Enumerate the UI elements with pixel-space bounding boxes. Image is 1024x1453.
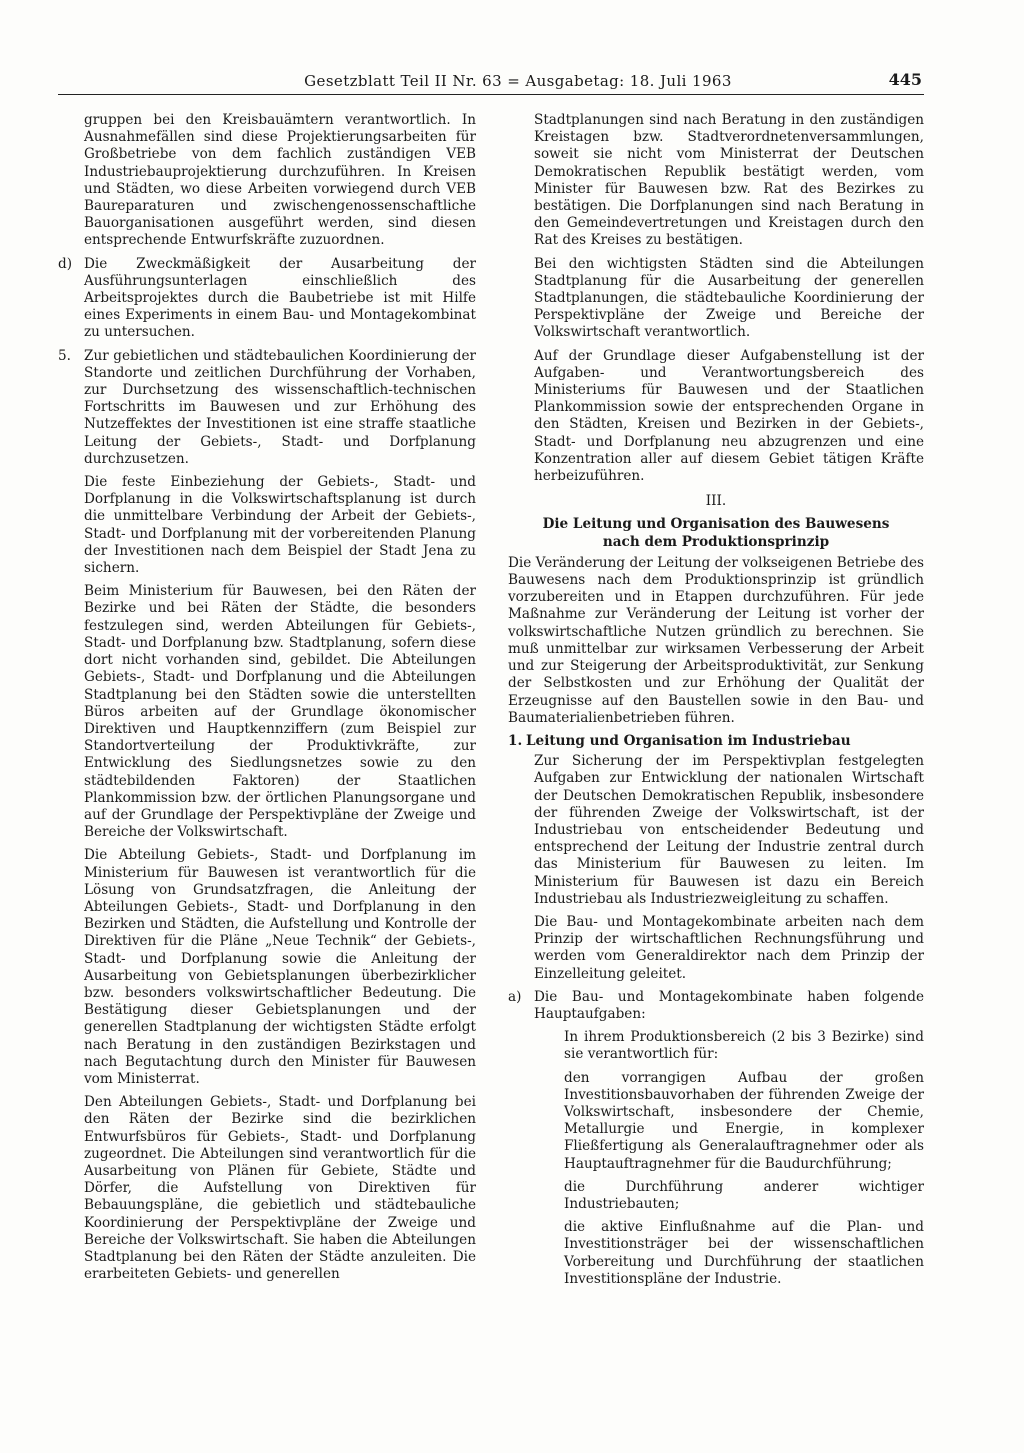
list-marker-a: a) — [508, 988, 522, 1005]
section-title-line-2: nach dem Produktionsprinzip — [602, 533, 830, 550]
section-title — [508, 516, 924, 550]
section-title-line-1: Die Leitung und Organisation des Bauwesens — [542, 516, 890, 533]
header-title: Gesetzblatt Teil II Nr. 63 = Ausgabetag: 18. Juli 1963 — [304, 72, 732, 90]
paragraph: die Durchführung anderer wichtiger Industriebauten; — [564, 1178, 924, 1212]
list-item-d — [58, 256, 476, 342]
section-number: III. — [705, 493, 727, 510]
list-marker-d: d) — [58, 255, 73, 272]
paragraph: Stadtplanungen sind nach Beratung in den zuständigen Kreistagen bzw. Stadtverordnetenversammlungen, soweit sie nicht vom Ministerrat der Deutschen Demokratischen Republik bestätigt werden, vom Minister für Bauwesen bzw. Rat des Bezirkes zu bestätigen. Die Dorfplanungen sind nach Beratung in den Gemeindevertretungen und Kreistagen durch den Rat des Kreises zu bestätigen. — [534, 112, 924, 249]
list-item-5-text: Zur gebietlichen und städtebaulichen Koordinierung der Standorte und zeitlichen Durchführung der Vorhaben, zur Durchsetzung des wissenschaftlich-technischen Fortschritts im Bauwesen und zur Erhöhung des Nutzeffektes der Investitionen ist eine straffe staatliche Leitung der Gebiets-, Stadt- und Dorfplanung durchzusetzen. — [84, 347, 476, 467]
paragraph: Den Abteilungen Gebiets-, Stadt- und Dorfplanung bei den Räten der Bezirke sind die bezirklichen Entwurfsbüros für Gebiets-, Stadt- und Dorfplanung zugeordnet. Die Abteilungen sind verantwortlich für die Ausarbeitung von Plänen für Gebiete, Städte und Dörfer, die Aufstellung von Direktiven für Bebauungspläne, die gebietlich und städtebauliche Koordinierung der Perspektivpläne der Zweige und Bereiche der Volkswirtschaft. Sie haben die Abteilungen Stadtplanung bei den Räten der Städte anzuleiten. Die erarbeiteten Gebiets- und generellen — [84, 1094, 476, 1283]
paragraph: Die Veränderung der Leitung der volkseigenen Betriebe des Bauwesens nach dem Produktionsprinzip ist gründlich vorzubereiten und in Etappen durchzuführen. Für jede Maßnahme zur Veränderung der Leitung ist vorher der volkswirtschaftliche Nutzen gründlich zu berechnen. Sie muß unmittelbar zur wirksamen Verbesserung der Arbeit und zur Steigerung der Arbeitsproduktivität, zur Senkung der Selbstkosten und zur Erhöhung der Qualität der Erzeugnisse auf den Baustellen sowie in den Bau- und Baumaterialienbetrieben führen. — [508, 554, 924, 726]
list-marker-5: 5. — [58, 347, 71, 364]
paragraph: Bei den wichtigsten Städten sind die Abteilungen Stadtplanung für die Ausarbeitung der generellen Stadtplanungen, die städtebauliche Koordinierung der Perspektivpläne der Zweige und Bereiche der Volkswirtschaft verantwortlich. — [534, 255, 924, 341]
list-item-a — [508, 989, 924, 1023]
header-rule — [58, 94, 924, 95]
paragraph: die aktive Einflußnahme auf die Plan- und Investitionsträger bei der wissenschaftlichen Vorbereitung und Durchführung der staatlichen Investitionspläne der Industrie. — [564, 1219, 924, 1287]
paragraph: Die Abteilung Gebiets-, Stadt- und Dorfplanung im Ministerium für Bauwesen ist verantwortlich für die Lösung von Grundsatzfragen, die Anleitung der Abteilungen Gebiets-, Stadt- und Dorfplanung in den Bezirken und Städten, die Aufstellung und Kontrolle der Direktiven für die Pläne „Neue Technik“ der Gebiets-, Stadt- und Dorfplanung sowie die Anleitung der Ausarbeitung von Gebietsplanungen überbezirklicher bzw. besonders volkswirtschaftlicher Bedeutung. Die Bestätigung dieser Gebietsplanungen und der generellen Stadtplanung der wichtigsten Städte erfolgt nach Beratung in den zuständigen Bezirkstagen und nach Begutachtung durch den Minister für Bauwesen vom Ministerrat. — [84, 847, 476, 1087]
paragraph: Die feste Einbeziehung der Gebiets-, Stadt- und Dorfplanung in die Volkswirtschaftsplanung ist durch die unmittelbare Verbindung der Arbeit der Gebiets-, Stadt- und Dorfplanung mit der vorbereitenden Planung der Investitionen nach dem Beispiel der Stadt Jena zu sichern. — [84, 474, 476, 577]
subsection-1-title: Leitung und Organisation im Industriebau — [526, 732, 851, 749]
list-item-5 — [58, 348, 476, 468]
subsection-1-marker: 1. — [508, 732, 523, 749]
subsection-1-heading — [508, 733, 924, 750]
paragraph-c-continuation: gruppen bei den Kreisbauämtern verantwortlich. In Ausnahmefällen sind diese Projektierungsarbeiten für Großbetriebe von dem fachlich zuständigen VEB Industriebauprojektierung durchzuführen. In Kreisen und Städten, wo diese Arbeiten vorwiegend durch VEB Baureparaturen und zwischengenossenschaftliche Bauorganisationen ausgeführt werden, sind diesen entsprechende Entwurfskräfte zuzuordnen. — [84, 112, 476, 249]
paragraph: den vorrangigen Aufbau der großen Investitionsbauvorhaben der führenden Zweige der Volkswirtschaft, insbesondere der Chemie, Metallurgie und Energie, in komplexer Fließfertigung als Generalauftragnehmer oder als Hauptauftragnehmer für die Baudurchführung; — [564, 1069, 924, 1172]
left-column — [58, 112, 476, 1289]
list-item-d-text: Die Zweckmäßigkeit der Ausarbeitung der Ausführungsunterlagen einschließlich des Arbeitsprojektes durch die Baubetriebe ist mit Hilfe eines Experiments in einem Bau- und Montagekombinat zu untersuchen. — [84, 255, 476, 341]
list-item-a-text: Die Bau- und Montagekombinate haben folgende Hauptaufgaben: — [534, 988, 924, 1022]
page-header — [58, 72, 924, 96]
right-column — [508, 112, 924, 1294]
paragraph: Die Bau- und Montagekombinate arbeiten nach dem Prinzip der wirtschaftlichen Rechnungsführung und werden vom Generaldirektor nach dem Prinzip der Einzelleitung geleitet. — [534, 913, 924, 982]
page-number: 445 — [888, 70, 922, 89]
paragraph: Auf der Grundlage dieser Aufgabenstellung ist der Aufgaben- und Verantwortungsbereich des Ministeriums für Bauwesen und der Staatlichen Plankommission sowie der entsprechenden Organe in den Städten, Kreisen und Bezirken in der Gebiets-, Stadt- und Dorfplanung neu abzugrenzen und eine Konzentration aller auf diesem Gebiet tätigen Kräfte herbeizuführen. — [534, 347, 924, 485]
paragraph: Beim Ministerium für Bauwesen, bei den Räten der Bezirke und bei Räten der Städte, die besonders festzulegen sind, werden Abteilungen für Gebiets-, Stadt- und Dorfplanung bzw. Stadtplanung, sofern diese dort nicht vorhanden sind, gebildet. Die Abteilungen Gebiets-, Stadt- und Dorfplanung und die Abteilungen Stadtplanung bei den Städten sowie die unterstellten Büros arbeiten auf der Grundlage ökonomischer Direktiven und Hauptkennziffern (zum Beispiel zur Standortverteilung der Produktivkräfte, zur Entwicklung des Siedlungsnetzes sowie zu den städtebildenden Faktoren) der Staatlichen Plankommission bzw. der örtlichen Planungsorgane und auf der Grundlage der Perspektivpläne der Zweige und Bereiche der Volkswirtschaft. — [84, 583, 476, 841]
paragraph: Zur Sicherung der im Perspektivplan festgelegten Aufgaben zur Entwicklung der nationalen Wirtschaft der Deutschen Demokratischen Republik, insbesondere der führenden Zweige der Volkswirtschaft, ist der Industriebau von entscheidender Bedeutung und entsprechend der Leitung der Industrie zentral durch das Ministerium für Bauwesen zu leiten. Im Ministerium für Bauwesen ist dazu ein Bereich Industriebau als Industriezweigleitung zu schaffen. — [534, 753, 924, 907]
paragraph: In ihrem Produktionsbereich (2 bis 3 Bezirke) sind sie verantwortlich für: — [564, 1029, 924, 1063]
